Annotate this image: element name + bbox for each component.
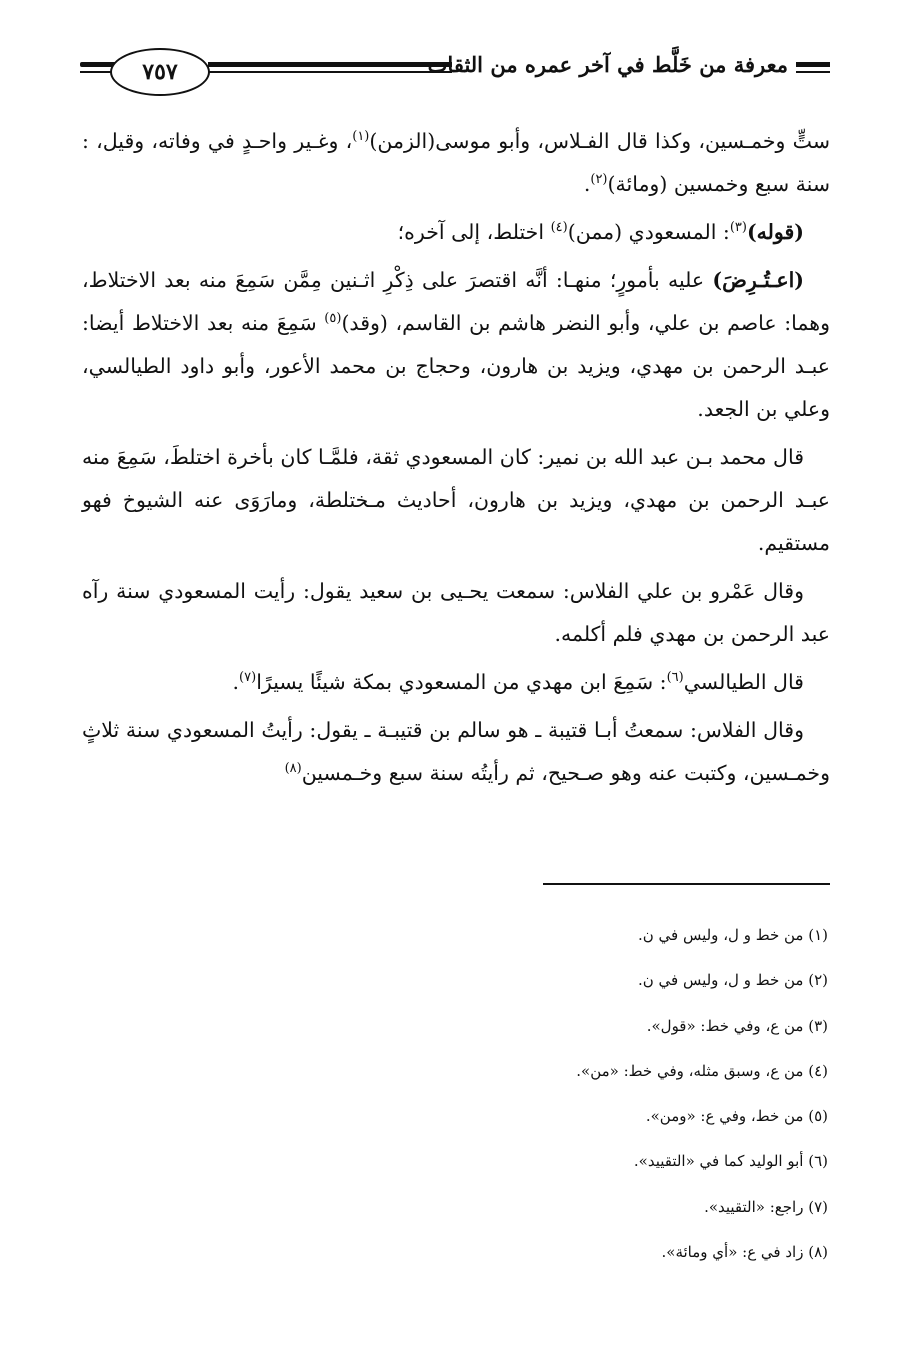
text-run: . (232, 670, 240, 694)
footnote-marker: (٣) (729, 220, 747, 236)
text-run: سَمِعَ منه بعد الاختلاط أيضا: عبـد الرحمن بن مهدي، ويزيد بن هارون، وحجاج بن محمد الأعور، وأبو داود الطيالسي، وعلي بن الجعد. (82, 311, 830, 421)
text-run: اختلط، إلى آخره؛ (397, 220, 551, 244)
paragraph (82, 259, 830, 431)
bold-lemma: (اعـتُـرِضَ) (712, 268, 804, 292)
text-run: . (583, 172, 591, 196)
footnote: (٨) زاد في ع: «أي ومائة». (661, 1243, 828, 1262)
text-run: : سَمِعَ ابن مهدي من المسعودي بمكة شيئًا يسيرًا (256, 670, 667, 694)
footnote: (٤) من ع، وسبق مثله، وفي خط: «من». (576, 1061, 828, 1080)
text-run: : المسعودي (ممن) (567, 220, 730, 244)
text-run: ستٍّ وخمـسين، وكذا قال الفـلاس، وأبو موسى(الزمن) (369, 129, 830, 153)
footnote-marker: (٦) (666, 670, 684, 686)
text-run: عليه بأمورٍ؛ منهـا: أنَّه اقتصرَ على ذِكْرِ اثـنين مِمَّن سَمِعَ منه بعد الاختلاط، وهما: عاصم بن علي، وأبو النضر هاشم بن القاسم، (وقد) (82, 268, 830, 335)
header-rule (208, 71, 452, 73)
text-run: ، وغـير واحـدٍ في وفاته، وقيل، : سنة سبع وخمسين (ومائة) (82, 129, 830, 196)
footnote: (١) من خط و ل، وليس في ن. (637, 926, 828, 944)
paragraph (82, 120, 830, 206)
paragraph (82, 661, 830, 704)
text-run: وقال عَمْرو بن علي الفلاس: سمعت يحـيى بن سعيد يقول: رأيت المسعودي سنة رآه عبد الرحمن بن مهدي فلم أكلمه. (82, 579, 830, 646)
footnote: (٥) من خط، وفي ع: «ومن». (645, 1107, 828, 1126)
running-title: معرفة من خَلَّط في آخر عمره من الثقات (427, 52, 788, 77)
main-text (82, 120, 830, 800)
footnote-marker: (٧) (239, 670, 257, 686)
footnote: (٣) من ع، وفي خط: «قول». (646, 1016, 828, 1035)
footnote-marker: (٤) (550, 220, 568, 236)
footnote: (٢) من خط و ل، وليس في ن. (637, 971, 828, 990)
page-number: ٧٥٧ (110, 48, 210, 96)
header-rule (796, 71, 830, 73)
text-run: قال محمد بـن عبد الله بن نمير: كان المسعودي ثقة، فلمَّـا كان بأخرة اختلطَ، سَمِعَ منه عبـد الرحمن بن مهدي، ويزيد بن هارون، أحاديث مـختلطة، ومارَوَى عنه الشيوخ فهو مستقيم. (82, 445, 830, 555)
footnote-marker: (٨) (284, 761, 302, 777)
text-run: قال الطيالسي (683, 670, 804, 694)
paragraph (82, 211, 830, 254)
footnote-separator (543, 883, 830, 885)
paragraph (82, 709, 830, 795)
footnote: (٦) أبو الوليد كما في «التقييد». (633, 1152, 828, 1171)
paragraph (82, 436, 830, 565)
header-rule (208, 62, 452, 67)
footnote-marker: (١) (352, 129, 370, 145)
footnote-marker: (٥) (324, 311, 342, 327)
bold-lemma: (قوله) (746, 220, 804, 244)
paragraph (82, 570, 830, 656)
footnote: (٧) راجع: «التقييد». (704, 1197, 828, 1216)
footnotes (380, 913, 828, 1275)
text-run: وقال الفلاس: سمعتُ أبـا قتيبة ـ هو سالم بن قتيبـة ـ يقول: رأيتُ المسعودي سنة ثلاثٍ وخمـسين، وكتبت عنه وهو صـحيح، ثم رأيتُه سنة سبع وخـمسين (82, 718, 830, 785)
page-header (72, 40, 832, 100)
header-rule (796, 62, 830, 67)
footnote-marker: (٢) (590, 172, 608, 188)
